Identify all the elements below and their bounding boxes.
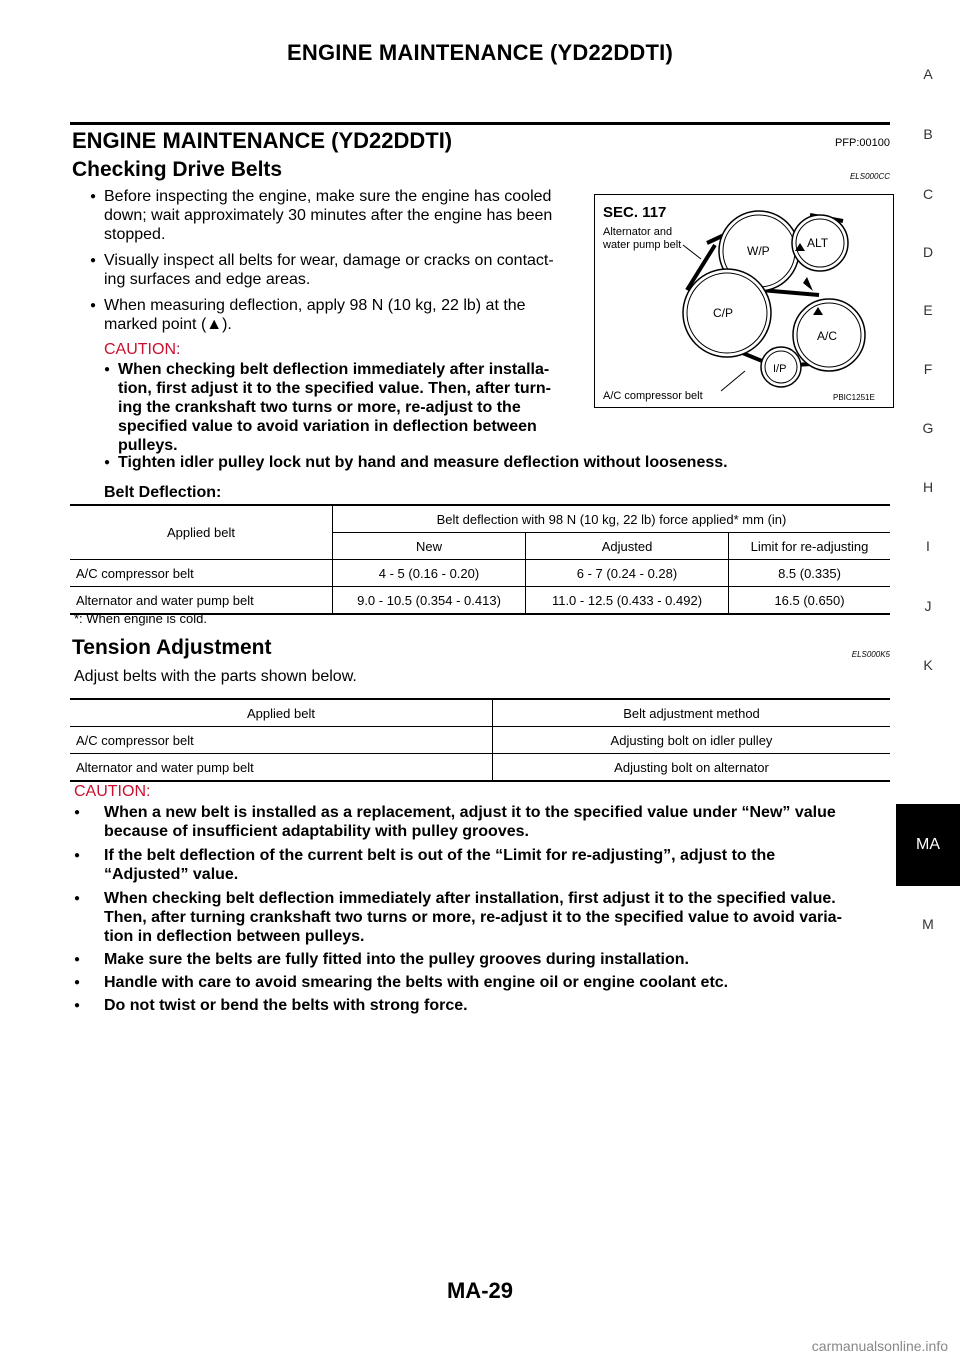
bullet-icon: ● bbox=[74, 807, 81, 818]
running-header: ENGINE MAINTENANCE (YD22DDTI) bbox=[287, 40, 673, 65]
table-header-row bbox=[70, 699, 890, 727]
side-index-i[interactable]: I bbox=[926, 538, 930, 554]
bullet-icon: ● bbox=[90, 191, 97, 202]
side-index-e[interactable]: E bbox=[923, 302, 933, 318]
tension-caution-6: ● Do not twist or bend the belts with strong force. bbox=[74, 997, 468, 1014]
table-cell: 11.0 - 12.5 (0.433 - 0.492) bbox=[526, 587, 729, 615]
bullet-icon: ● bbox=[74, 893, 81, 904]
table-cell: 6 - 7 (0.24 - 0.28) bbox=[526, 560, 729, 587]
figure-alt: ALT bbox=[807, 236, 829, 250]
tension-caution-2: ● If the belt deflection of the current belt is out of the “Limit for re-adjusting”, adjust to the “Adjusted” value. bbox=[74, 847, 776, 883]
tension-caution-1: ● When a new belt is installed as a replacement, adjust it to the specified value under “New” value because of insufficient adaptability with pulley grooves. bbox=[74, 804, 836, 840]
col-adjusted: Adjusted bbox=[526, 533, 729, 560]
table-row bbox=[70, 727, 890, 754]
table-header-row bbox=[70, 505, 890, 533]
belt-diagram-svg bbox=[595, 195, 893, 407]
tension-table-wrap bbox=[70, 698, 890, 782]
caution-label: CAUTION: bbox=[104, 341, 181, 358]
tension-caution-3: ● When checking belt deflection immediately after installation, first adjust it to the specified value. Then, after turning crankshaft two turns or more, re-adjust it to the specified value to avoid varia- tion in deflection between pulleys. bbox=[74, 890, 842, 945]
col-method: Belt adjustment method bbox=[493, 699, 891, 727]
table-row bbox=[70, 754, 890, 782]
side-index-j[interactable]: J bbox=[924, 598, 932, 614]
section-title: ENGINE MAINTENANCE (YD22DDTI) bbox=[72, 128, 453, 153]
table-cell: Adjusting bolt on idler pulley bbox=[493, 727, 891, 754]
table-cell: Alternator and water pump belt bbox=[70, 754, 493, 782]
pulleys bbox=[683, 211, 865, 387]
checking-bullet-2: ● Visually inspect all belts for wear, damage or cracks on contact- ing surfaces and edge areas. bbox=[90, 252, 554, 288]
tension-intro: Adjust belts with the parts shown below. bbox=[74, 668, 357, 685]
bullet-icon: ● bbox=[104, 364, 111, 375]
deflection-footnote: *: When engine is cold. bbox=[74, 611, 207, 626]
checking-caution-1: ● When checking belt deflection immediately after installa- tion, first adjust it to the specified value. Then, after turn- ing the crankshaft two turns or more, re-adjust to the specified value to avoid variation in deflection between pulleys. bbox=[104, 361, 551, 454]
deflection-table-wrap bbox=[70, 504, 890, 615]
side-index-h[interactable]: H bbox=[922, 479, 934, 495]
tension-code: ELS000K5 bbox=[851, 650, 890, 659]
arrow-marker-icon bbox=[803, 277, 813, 291]
tension-title: Tension Adjustment bbox=[72, 636, 272, 659]
bullet-icon: ● bbox=[90, 255, 97, 266]
header-rule bbox=[70, 122, 890, 125]
leader-line bbox=[721, 371, 745, 391]
page-number: MA-29 bbox=[446, 1278, 513, 1303]
bullet-icon: ● bbox=[104, 457, 111, 468]
figure-ac: A/C bbox=[817, 329, 838, 343]
table-cell: Adjusting bolt on alternator bbox=[614, 759, 769, 775]
side-index-c[interactable]: C bbox=[922, 186, 934, 202]
side-index-k[interactable]: K bbox=[923, 657, 933, 673]
caution-label: CAUTION: bbox=[74, 783, 151, 800]
deflection-table bbox=[70, 504, 890, 615]
table-cell: 9.0 - 10.5 (0.354 - 0.413) bbox=[333, 587, 526, 615]
deflection-label: Belt Deflection: bbox=[104, 484, 222, 501]
bullet-icon: ● bbox=[74, 850, 81, 861]
table-cell: A/C compressor belt bbox=[70, 560, 333, 587]
table-row bbox=[70, 560, 890, 587]
bullet-icon: ● bbox=[74, 954, 81, 965]
side-index-ma[interactable]: MA bbox=[896, 804, 960, 886]
side-index-g[interactable]: G bbox=[922, 420, 934, 436]
table-row bbox=[70, 587, 890, 615]
tension-table bbox=[70, 698, 890, 782]
checking-caution-2: ● Tighten idler pulley lock nut by hand and measure deflection without looseness. bbox=[104, 454, 728, 471]
col-new: New bbox=[333, 533, 526, 560]
figure-label-alt-wp-1: Alternator and bbox=[603, 226, 673, 238]
bullet-icon: ● bbox=[74, 1000, 81, 1011]
belt-diagram bbox=[594, 194, 894, 408]
bullet-icon: ● bbox=[74, 977, 81, 988]
checking-bullet-1: ● Before inspecting the engine, make sure the engine has cooled down; wait approximately 30 minutes after the engine has been stopped. bbox=[90, 188, 553, 243]
col-deflection-group: Belt deflection with 98 N (10 kg, 22 lb) force applied* mm (in) bbox=[333, 505, 891, 533]
col-limit: Limit for re-adjusting bbox=[729, 533, 891, 560]
tension-caution-4: ● Make sure the belts are fully fitted into the pulley grooves during installation. bbox=[74, 951, 689, 968]
side-index-d[interactable]: D bbox=[922, 244, 934, 260]
section-code: PFP:00100 bbox=[834, 137, 890, 149]
table-cell: Alternator and water pump belt bbox=[70, 587, 333, 615]
checking-code: ELS000CC bbox=[849, 172, 890, 181]
tension-caution-5: ● Handle with care to avoid smearing the belts with engine oil or engine coolant etc. bbox=[74, 974, 729, 991]
table-cell: 16.5 (0.650) bbox=[774, 592, 845, 608]
figure-sec: SEC. 117 bbox=[603, 204, 667, 221]
side-index-a[interactable]: A bbox=[923, 66, 933, 82]
col-applied-belt: Applied belt bbox=[70, 699, 493, 727]
leader-line bbox=[683, 245, 701, 259]
side-index-f[interactable]: F bbox=[923, 361, 933, 377]
table-cell: 4 - 5 (0.16 - 0.20) bbox=[333, 560, 526, 587]
figure-ip: I/P bbox=[773, 363, 787, 375]
checking-title: Checking Drive Belts bbox=[72, 158, 283, 181]
figure-cp: C/P bbox=[713, 306, 734, 320]
col-applied-belt: Applied belt bbox=[70, 505, 333, 560]
figure-code: PBIC1251E bbox=[833, 393, 875, 402]
figure-wp: W/P bbox=[747, 244, 770, 258]
checking-bullet-3: ● When measuring deflection, apply 98 N (10 kg, 22 lb) at the marked point (▲). bbox=[90, 297, 526, 333]
watermark: carmanualsonline.info bbox=[811, 1338, 948, 1354]
side-index-b[interactable]: B bbox=[923, 126, 933, 142]
figure-label-alt-wp-2: water pump belt bbox=[603, 239, 682, 251]
table-cell: 8.5 (0.335) bbox=[729, 560, 891, 587]
figure-label-ac: A/C compressor belt bbox=[603, 390, 703, 402]
table-cell: A/C compressor belt bbox=[70, 727, 493, 754]
side-index-m[interactable]: M bbox=[922, 916, 934, 932]
bullet-icon: ● bbox=[90, 300, 97, 311]
